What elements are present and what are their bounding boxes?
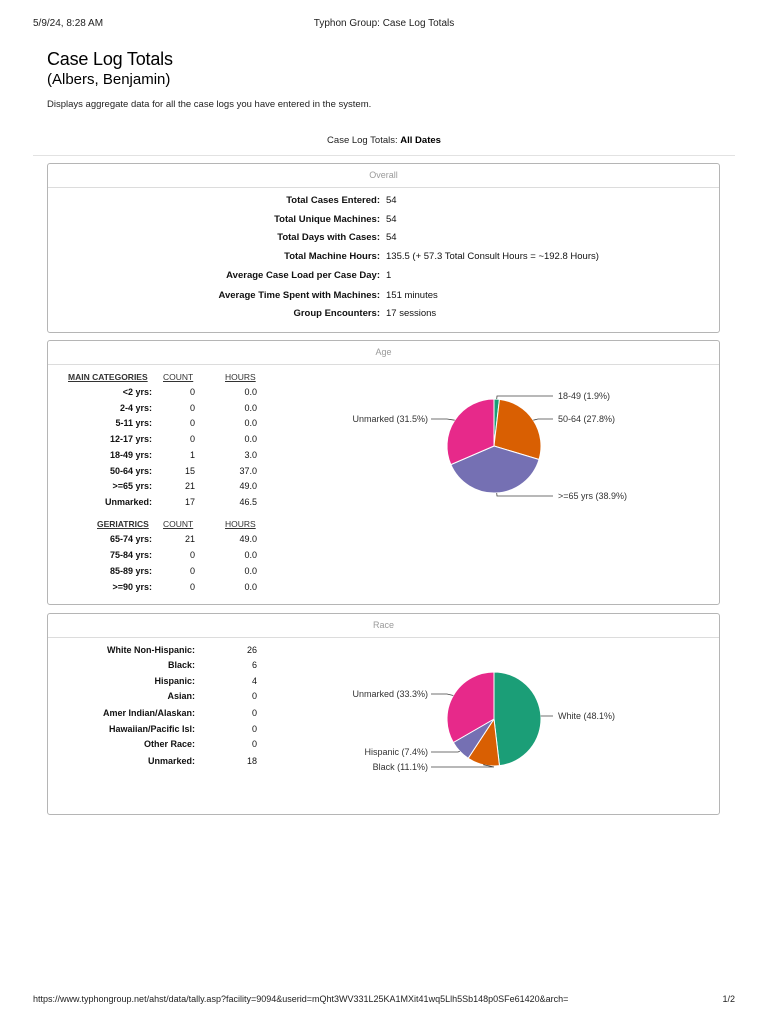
row-label: 85-89 yrs: bbox=[109, 566, 152, 576]
overall-label: Total Cases Entered: bbox=[286, 195, 380, 206]
row-label: 65-74 yrs: bbox=[109, 534, 152, 544]
row-label: <2 yrs: bbox=[122, 387, 152, 397]
row-count: 0 bbox=[251, 724, 257, 734]
row-count: 0 bbox=[189, 434, 195, 444]
row-label: 2-4 yrs: bbox=[119, 403, 152, 413]
overall-label: Total Days with Cases: bbox=[277, 232, 380, 243]
overall-row bbox=[48, 195, 719, 209]
row-hours: 0.0 bbox=[244, 582, 257, 592]
pie-leader-line bbox=[497, 493, 553, 496]
page-title: Case Log Totals bbox=[47, 49, 173, 69]
overall-value: 54 bbox=[386, 232, 397, 243]
row-count: 0 bbox=[251, 708, 257, 718]
age-panel bbox=[47, 340, 720, 605]
row-count: 0 bbox=[251, 739, 257, 749]
row-count: 0 bbox=[189, 403, 195, 413]
row-hours: 49.0 bbox=[239, 481, 257, 491]
hours-header: HOURS bbox=[225, 372, 256, 382]
row-count: 0 bbox=[189, 582, 195, 592]
row-count: 21 bbox=[184, 534, 195, 544]
page-description: Displays aggregate data for all the case logs you have entered in the system. bbox=[47, 99, 372, 110]
print-page-number: 1/2 bbox=[722, 994, 735, 1004]
row-label: 12-17 yrs: bbox=[109, 434, 152, 444]
overall-value: 151 minutes bbox=[386, 290, 438, 301]
overall-label: Average Case Load per Case Day: bbox=[226, 270, 380, 281]
row-label: >=65 yrs: bbox=[112, 481, 152, 491]
pie-leader-line bbox=[533, 419, 553, 420]
pie-slice-white bbox=[494, 672, 541, 766]
race-pie-chart bbox=[48, 614, 721, 816]
heading-divider bbox=[33, 155, 735, 156]
row-count: 18 bbox=[246, 756, 257, 766]
row-label: Other Race: bbox=[143, 739, 195, 749]
row-label: 5-11 yrs: bbox=[115, 418, 152, 428]
row-label: Unmarked: bbox=[104, 497, 152, 507]
overall-panel-title: Overall bbox=[48, 164, 719, 188]
row-label: >=90 yrs: bbox=[112, 582, 152, 592]
pie-label: Black (11.1%) bbox=[372, 762, 428, 772]
overall-row bbox=[48, 214, 719, 228]
row-count: 15 bbox=[184, 466, 195, 476]
row-count: 6 bbox=[251, 660, 257, 670]
row-label: 50-64 yrs: bbox=[109, 466, 152, 476]
row-label: 18-49 yrs: bbox=[109, 450, 152, 460]
overall-panel bbox=[47, 163, 720, 333]
row-count: 0 bbox=[189, 550, 195, 560]
row-hours: 49.0 bbox=[239, 534, 257, 544]
row-label: Asian: bbox=[167, 691, 195, 701]
pie-leader-line bbox=[431, 419, 455, 420]
overall-value: 54 bbox=[386, 214, 397, 225]
row-hours: 0.0 bbox=[244, 550, 257, 560]
row-label: Hawaiian/Pacific Isl: bbox=[108, 724, 195, 734]
race-panel bbox=[47, 613, 720, 815]
print-url: https://www.typhongroup.net/ahst/data/tally.asp?facility=9094&userid=mQht3WV331L25KA1MXit41wq5Llh5Sb148p0SFe61420&arch= bbox=[33, 994, 569, 1004]
row-hours: 0.0 bbox=[244, 403, 257, 413]
row-count: 26 bbox=[246, 645, 257, 655]
overall-value: 1 bbox=[386, 270, 392, 281]
pie-leader-line bbox=[431, 694, 453, 696]
row-count: 17 bbox=[184, 497, 195, 507]
pie-label: Unmarked (31.5%) bbox=[352, 414, 428, 424]
row-label: Hispanic: bbox=[154, 676, 195, 686]
pie-leader-line bbox=[497, 396, 553, 399]
overall-value: 135.5 (+ 57.3 Total Consult Hours = ~192.8 Hours) bbox=[386, 251, 599, 262]
row-hours: 37.0 bbox=[239, 466, 257, 476]
row-count: 0 bbox=[189, 387, 195, 397]
age-pie-chart bbox=[48, 341, 721, 606]
overall-label: Average Time Spent with Machines: bbox=[218, 290, 380, 301]
print-date: 5/9/24, 8:28 AM bbox=[33, 18, 104, 29]
row-label: Amer Indian/Alaskan: bbox=[102, 708, 195, 718]
count-header: COUNT bbox=[163, 372, 194, 382]
main-categories-header: MAIN CATEGORIES bbox=[68, 372, 148, 382]
row-hours: 0.0 bbox=[244, 434, 257, 444]
row-count: 0 bbox=[189, 566, 195, 576]
age-panel-title: Age bbox=[48, 341, 719, 365]
pie-leader-line bbox=[431, 765, 494, 767]
totals-heading bbox=[33, 135, 735, 146]
count-header: COUNT bbox=[163, 519, 194, 529]
print-doc-title: Typhon Group: Case Log Totals bbox=[313, 18, 455, 29]
overall-row bbox=[48, 251, 719, 265]
row-hours: 0.0 bbox=[244, 418, 257, 428]
row-count: 4 bbox=[251, 676, 257, 686]
row-hours: 0.0 bbox=[244, 566, 257, 576]
overall-label: Group Encounters: bbox=[293, 308, 380, 319]
pie-label: 50-64 (27.8%) bbox=[558, 414, 616, 424]
overall-row bbox=[48, 232, 719, 246]
row-label: Unmarked: bbox=[147, 756, 195, 766]
row-hours: 46.5 bbox=[239, 497, 257, 507]
pie-label: Unmarked (33.3%) bbox=[352, 689, 428, 699]
pie-label: Hispanic (7.4%) bbox=[364, 747, 428, 757]
overall-row bbox=[48, 290, 719, 304]
overall-row bbox=[48, 308, 719, 322]
row-count: 1 bbox=[189, 450, 195, 460]
pie-label: >=65 yrs (38.9%) bbox=[558, 491, 628, 501]
row-count: 0 bbox=[251, 691, 257, 701]
pie-label: White (48.1%) bbox=[558, 711, 616, 721]
geriatrics-header: GERIATRICS bbox=[97, 519, 149, 529]
overall-value: 17 sessions bbox=[386, 308, 437, 319]
row-count: 21 bbox=[184, 481, 195, 491]
row-label: Black: bbox=[167, 660, 195, 670]
page-subtitle: (Albers, Benjamin) bbox=[47, 71, 171, 88]
row-label: White Non-Hispanic: bbox=[107, 645, 195, 655]
totals-prefix: Case Log Totals: bbox=[327, 135, 401, 146]
hours-header: HOURS bbox=[225, 519, 256, 529]
row-label: 75-84 yrs: bbox=[109, 550, 152, 560]
race-panel-title: Race bbox=[48, 614, 719, 638]
row-count: 0 bbox=[189, 418, 195, 428]
overall-row bbox=[48, 270, 719, 284]
row-hours: 3.0 bbox=[244, 450, 257, 460]
totals-range: All Dates bbox=[400, 135, 441, 146]
pie-label: 18-49 (1.9%) bbox=[558, 391, 611, 401]
overall-label: Total Machine Hours: bbox=[284, 251, 380, 262]
overall-value: 54 bbox=[386, 195, 397, 206]
pie-leader-line bbox=[431, 751, 460, 752]
overall-label: Total Unique Machines: bbox=[274, 214, 380, 225]
row-hours: 0.0 bbox=[244, 387, 257, 397]
